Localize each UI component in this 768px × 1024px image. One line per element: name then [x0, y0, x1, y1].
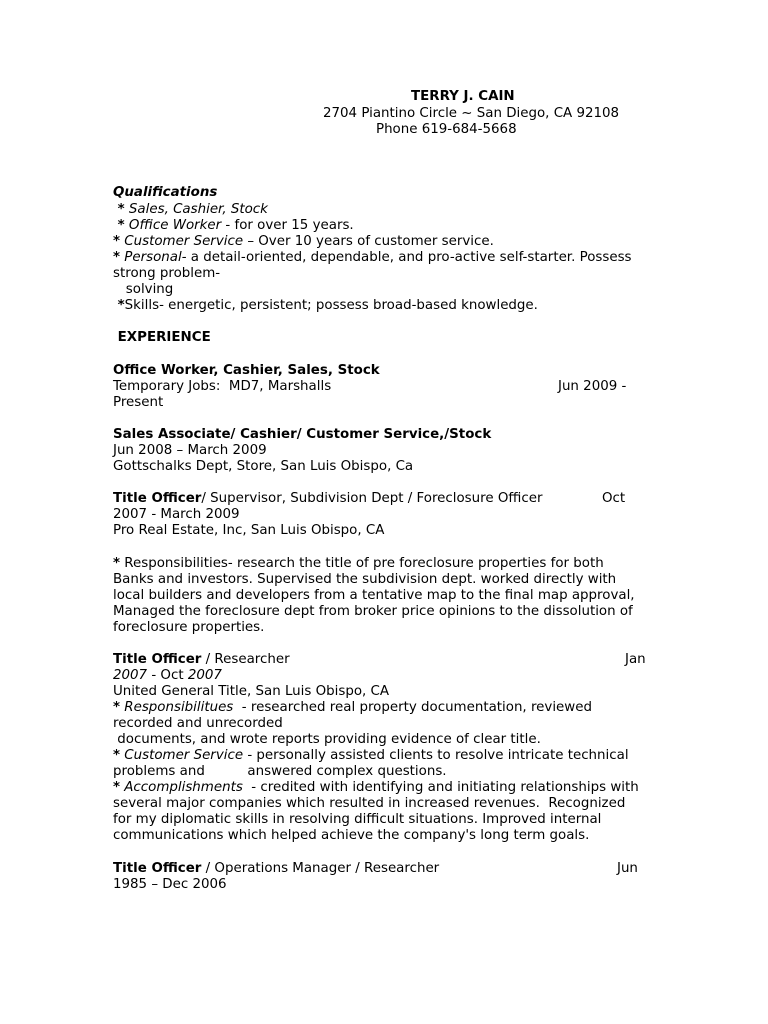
bullet-star: * — [113, 700, 121, 715]
qualification-label: Personal — [120, 250, 182, 265]
job-title: Office Worker, Cashier, Sales, Stock — [113, 363, 380, 378]
job-title-main: Title Officer — [113, 652, 202, 667]
job-date: Jan — [625, 652, 646, 667]
qualifications-heading: Qualifications — [113, 185, 218, 200]
job-title — [113, 652, 290, 668]
responsibility-text: documents, and wrote reports providing evidence of clear title. — [113, 732, 541, 747]
job-title-rest: / Researcher — [201, 652, 290, 667]
qualification-text: – Over 10 years of customer service. — [243, 234, 494, 249]
date-year: 2007 — [187, 668, 222, 683]
qualification-label: Customer Service — [120, 234, 244, 249]
responsibility-text: - personally assisted clients to resolve intricate technical — [243, 748, 629, 763]
job-date-continuation: 1985 – Dec 2006 — [113, 877, 227, 892]
responsibility-text: Responsibilities- research the title of pre foreclosure properties for both — [120, 556, 604, 571]
qualification-text: - for over 15 years. — [221, 218, 354, 233]
job-date: Oct — [602, 491, 626, 506]
accomplishment-text: - credited with identifying and initiating relationships with — [242, 780, 639, 795]
job-date-continuation: 2007 - March 2009 — [113, 507, 240, 522]
job-title: Sales Associate/ Cashier/ Customer Service,/Stock — [113, 427, 492, 442]
qualification-item — [113, 202, 268, 218]
bullet-star: * — [113, 298, 125, 313]
bullet-star: * — [113, 202, 125, 217]
bullet-star: * — [113, 748, 121, 763]
bullet-star: * — [113, 556, 121, 571]
job-title-main: Title Officer — [113, 491, 202, 506]
job-date-continuation: Present — [113, 395, 164, 410]
job-date: Jun 2009 - — [558, 379, 627, 394]
qualification-item — [113, 218, 354, 234]
bullet-star: * — [113, 780, 121, 795]
accomplishment-text: several major companies which resulted in increased revenues. Recognized — [113, 796, 626, 811]
job-date: Jun — [617, 861, 638, 876]
applicant-name: TERRY J. CAIN — [411, 89, 515, 104]
qualification-text: - a detail-oriented, dependable, and pro-active self-starter. Possess — [181, 250, 632, 265]
job-employer: United General Title, San Luis Obispo, CA — [113, 684, 390, 699]
bullet-star: * — [113, 250, 121, 265]
responsibility-text: recorded and unrecorded — [113, 716, 283, 731]
job-employer: Gottschalks Dept, Store, San Luis Obispo, Ca — [113, 459, 414, 474]
responsibility-text: local builders and developers from a tentative map to the final map approval, — [113, 588, 635, 603]
accomplishment-label: Accomplishments — [120, 780, 243, 795]
job-date: Jun 2008 – March 2009 — [113, 443, 267, 458]
applicant-address: 2704 Piantino Circle ~ San Diego, CA 92108 — [323, 106, 620, 121]
job-title-rest: / Operations Manager / Researcher — [201, 861, 440, 876]
responsibility-text: Banks and investors. Supervised the subdivision dept. worked directly with — [113, 572, 617, 587]
experience-heading: EXPERIENCE — [113, 330, 211, 345]
job-accomplishment — [113, 780, 639, 796]
qualification-label: Sales, Cashier, Stock — [124, 202, 268, 217]
date-year: 2007 — [113, 668, 148, 683]
qualification-label: Office Worker — [124, 218, 222, 233]
job-responsibility — [113, 556, 604, 572]
qualification-item — [113, 234, 494, 250]
qualification-item — [113, 250, 632, 266]
job-date-continuation — [113, 668, 222, 684]
date-range: - Oct — [147, 668, 188, 683]
job-employer: Temporary Jobs: MD7, Marshalls — [113, 379, 332, 394]
job-title — [113, 861, 439, 877]
job-title — [113, 491, 542, 507]
responsibility-text: Managed the foreclosure dept from broker price opinions to the dissolution of — [113, 604, 633, 619]
job-title-main: Title Officer — [113, 861, 202, 876]
bullet-star: * — [113, 218, 125, 233]
responsibility-label: Customer Service — [120, 748, 244, 763]
accomplishment-text: for my diplomatic skills in resolving difficult situations. Improved internal — [113, 812, 602, 827]
responsibility-label: Responsibilitues — [120, 700, 234, 715]
qualification-item — [113, 298, 538, 314]
applicant-phone: Phone 619-684-5668 — [376, 122, 517, 137]
job-responsibility — [113, 748, 629, 764]
responsibility-text: - researched real property documentation, reviewed — [233, 700, 592, 715]
job-responsibility — [113, 700, 592, 716]
responsibility-text: problems and answered complex questions. — [113, 764, 447, 779]
bullet-star: * — [113, 234, 121, 249]
accomplishment-text: communications which helped achieve the company's long term goals. — [113, 828, 590, 843]
qualification-continuation: solving — [113, 282, 174, 297]
responsibility-text: foreclosure properties. — [113, 620, 265, 635]
job-title-rest: / Supervisor, Subdivision Dept / Foreclosure Officer — [201, 491, 543, 506]
qualification-text: Skills- energetic, persistent; possess broad-based knowledge. — [124, 298, 538, 313]
qualification-continuation: strong problem- — [113, 266, 221, 281]
job-employer: Pro Real Estate, Inc, San Luis Obispo, CA — [113, 523, 385, 538]
